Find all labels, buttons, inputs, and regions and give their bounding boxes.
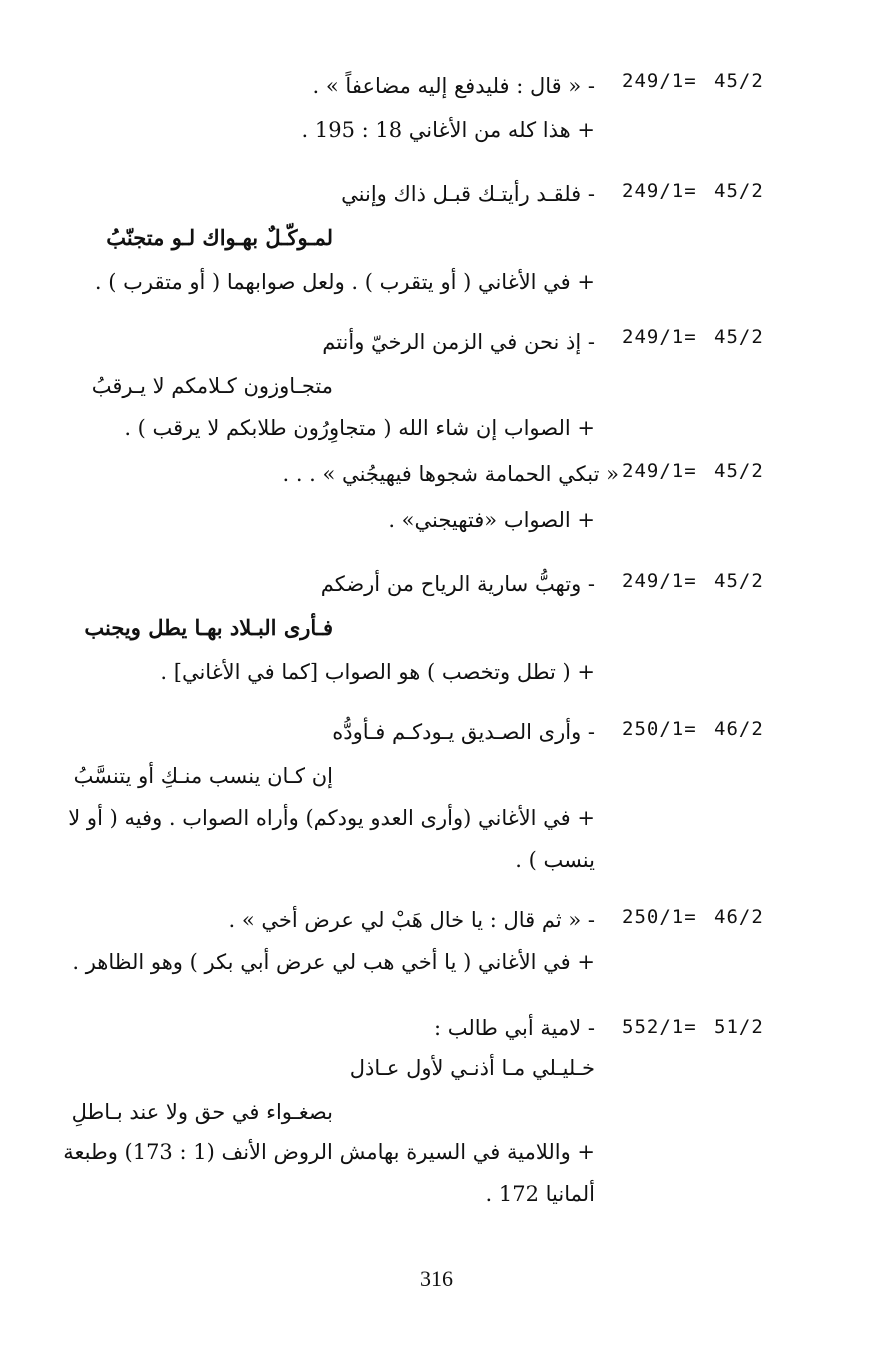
entry-note: + واللامية في السيرة بهامش الروض الأنف (1 : 173) وطبعة [63,1140,595,1164]
reference-numbers [622,68,784,94]
entry-note: + الصواب «فتهيجني» . [388,508,595,532]
reference-secondary: 46/2 [714,906,764,928]
reference-secondary: 45/2 [714,70,764,92]
entry-note: + ( تطل وتخصب ) هو الصواب [كما في الأغاني] . [160,660,595,684]
reference-numbers [622,178,784,204]
entry-note: + هذا كله من الأغاني 18 : 195 . [301,118,595,142]
verse-first-hemistich: - وأرى الصـديق يـودكـم فـأودُّه [332,720,595,744]
reference-primary: 249/1= [622,326,697,348]
reference-primary: 249/1= [622,570,697,592]
page-number: 316 [420,1266,453,1291]
verse-first-hemistich: خـليـلي مـا أذنـي لأول عـاذل [349,1056,595,1080]
entry-line: « تبكي الحمامة شجوها فيهيجُني » . . . [282,462,619,486]
reference-secondary: 45/2 [714,326,764,348]
verse-first-hemistich: - فلقـد رأيتـك قبـل ذاك وإنني [341,182,595,206]
reference-secondary: 51/2 [714,1016,764,1038]
reference-primary: 249/1= [622,180,697,202]
verse-second-hemistich: إن كـان ينسب منـكِ أو يتنسَّبُ [73,764,333,788]
verse-second-hemistich: متجـاوزون كـلامكم لا يـرقبُ [91,374,333,398]
entry-note: + في الأغاني ( أو يتقرب ) . ولعل صوابهما ( أو متقرب ) . [94,270,595,294]
entry-note: + الصواب إن شاء الله ( متجاوِرُون طلابكم لا يرقب ) . [124,416,595,440]
verse-first-hemistich: - إذ نحن في الزمن الرخيّ وأنتم [322,330,595,354]
reference-primary: 250/1= [622,718,697,740]
reference-numbers [622,904,784,930]
entry-line: - « قال : فليدفع إليه مضاعفاً » . [312,74,595,98]
reference-numbers [622,716,784,742]
verse-first-hemistich: - وتهبُّ سارية الرياح من أرضكم [320,572,595,596]
verse-second-hemistich: لمـوكّـلٌ بهـواك لـو متجنّبُ [106,225,333,250]
reference-numbers [622,458,784,484]
reference-secondary: 46/2 [714,718,764,740]
reference-numbers [622,568,784,594]
reference-primary: 250/1= [622,906,697,928]
entry-note: + في الأغاني ( يا أخي هب لي عرض أبي بكر ) وهو الظاهر . [72,950,595,974]
entry-note-continued: ألمانيا 172 . [485,1182,595,1206]
reference-primary: 249/1= [622,70,697,92]
entry-note-continued: ينسب ) . [515,848,595,872]
entry-line: - لامية أبي طالب : [433,1016,595,1040]
reference-secondary: 45/2 [714,570,764,592]
reference-secondary: 45/2 [714,460,764,482]
entry-note: + في الأغاني (وأرى العدو يودكم) وأراه الصواب . وفيه ( أو لا [68,806,595,830]
verse-second-hemistich: بصغـواء في حق ولا عند بـاطلِ [71,1100,333,1124]
verse-second-hemistich: فـأرى البـلاد بهـا يطل ويجنب [84,615,333,640]
reference-numbers [622,324,784,350]
reference-primary: 249/1= [622,460,697,482]
reference-secondary: 45/2 [714,180,764,202]
reference-numbers [622,1014,784,1040]
reference-primary: 552/1= [622,1016,697,1038]
entry-line: - « ثم قال : يا خال هَبْ لي عرض أخي » . [228,908,595,932]
